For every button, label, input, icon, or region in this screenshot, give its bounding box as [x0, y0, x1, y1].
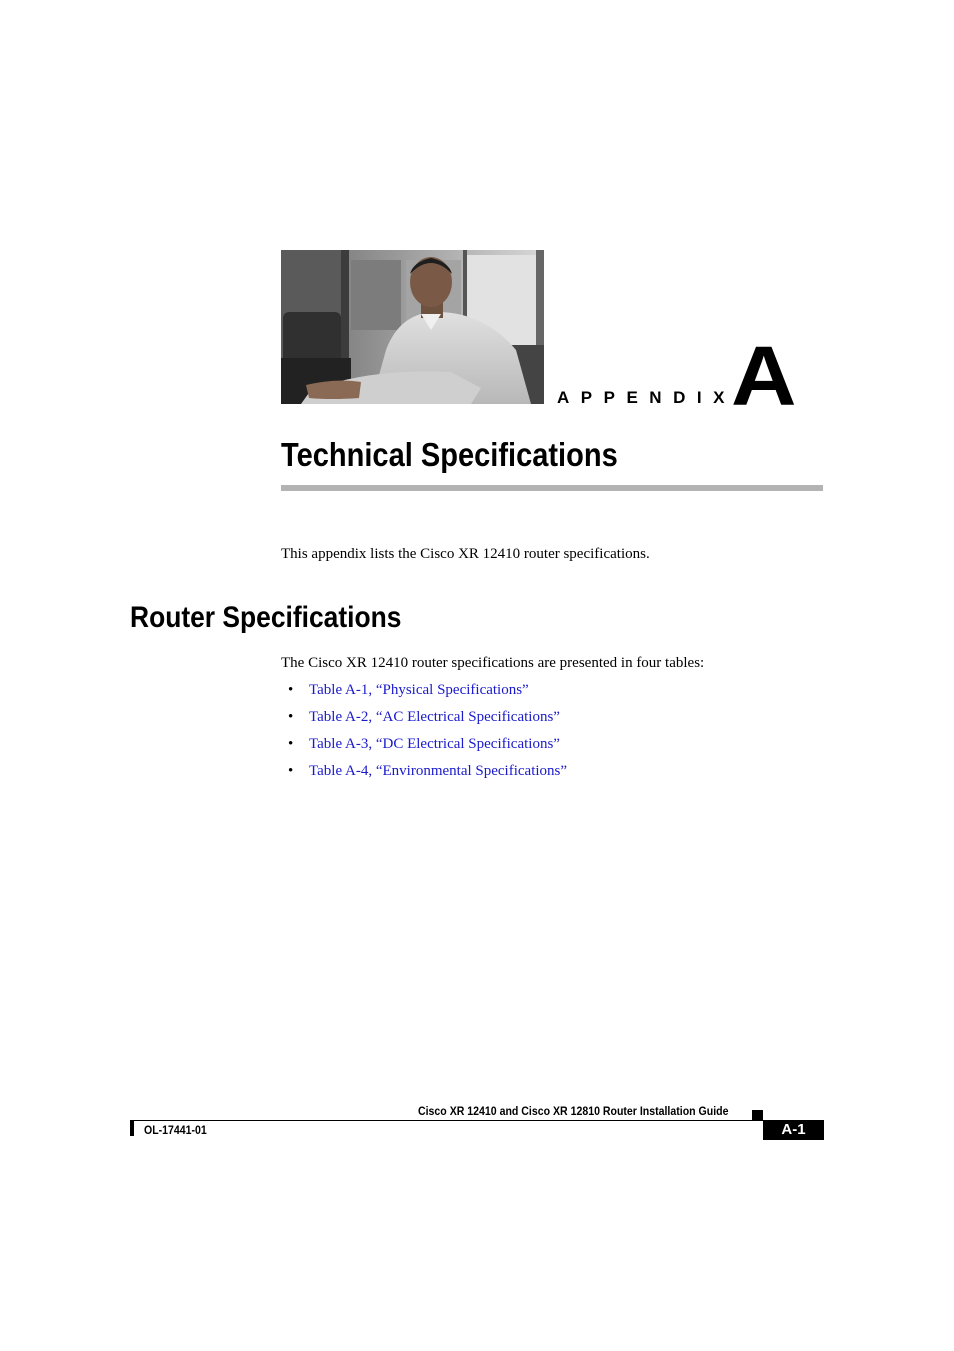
bullet: •	[288, 709, 294, 725]
footer-guide-title: Cisco XR 12410 and Cisco XR 12810 Router Installation Guide	[418, 1104, 729, 1118]
footer-tab	[752, 1110, 763, 1120]
bullet: •	[288, 682, 294, 698]
bullet: •	[288, 763, 294, 779]
link-table-a2[interactable]: Table A-2, “AC Electrical Specifications”	[309, 709, 560, 725]
appendix-letter: A	[731, 329, 797, 423]
bullet: •	[288, 736, 294, 752]
link-table-a4[interactable]: Table A-4, “Environmental Specifications”	[309, 763, 568, 779]
footer-rule	[130, 1120, 824, 1121]
chapter-title: Technical Specifications	[281, 436, 618, 473]
footer-doc-number: OL-17441-01	[144, 1123, 207, 1137]
appendix-label: APPENDIX	[557, 388, 736, 407]
link-table-a3[interactable]: Table A-3, “DC Electrical Specifications”	[309, 736, 560, 752]
page-number: A-1	[763, 1120, 824, 1140]
section-intro: The Cisco XR 12410 router specifications are presented in four tables:	[281, 655, 705, 671]
footer-left-bar	[130, 1120, 134, 1136]
section-heading: Router Specifications	[130, 601, 402, 634]
chapter-intro: This appendix lists the Cisco XR 12410 router specifications.	[281, 546, 650, 562]
chapter-photo	[281, 250, 544, 404]
title-rule	[281, 485, 823, 491]
link-table-a1[interactable]: Table A-1, “Physical Specifications”	[309, 682, 529, 698]
